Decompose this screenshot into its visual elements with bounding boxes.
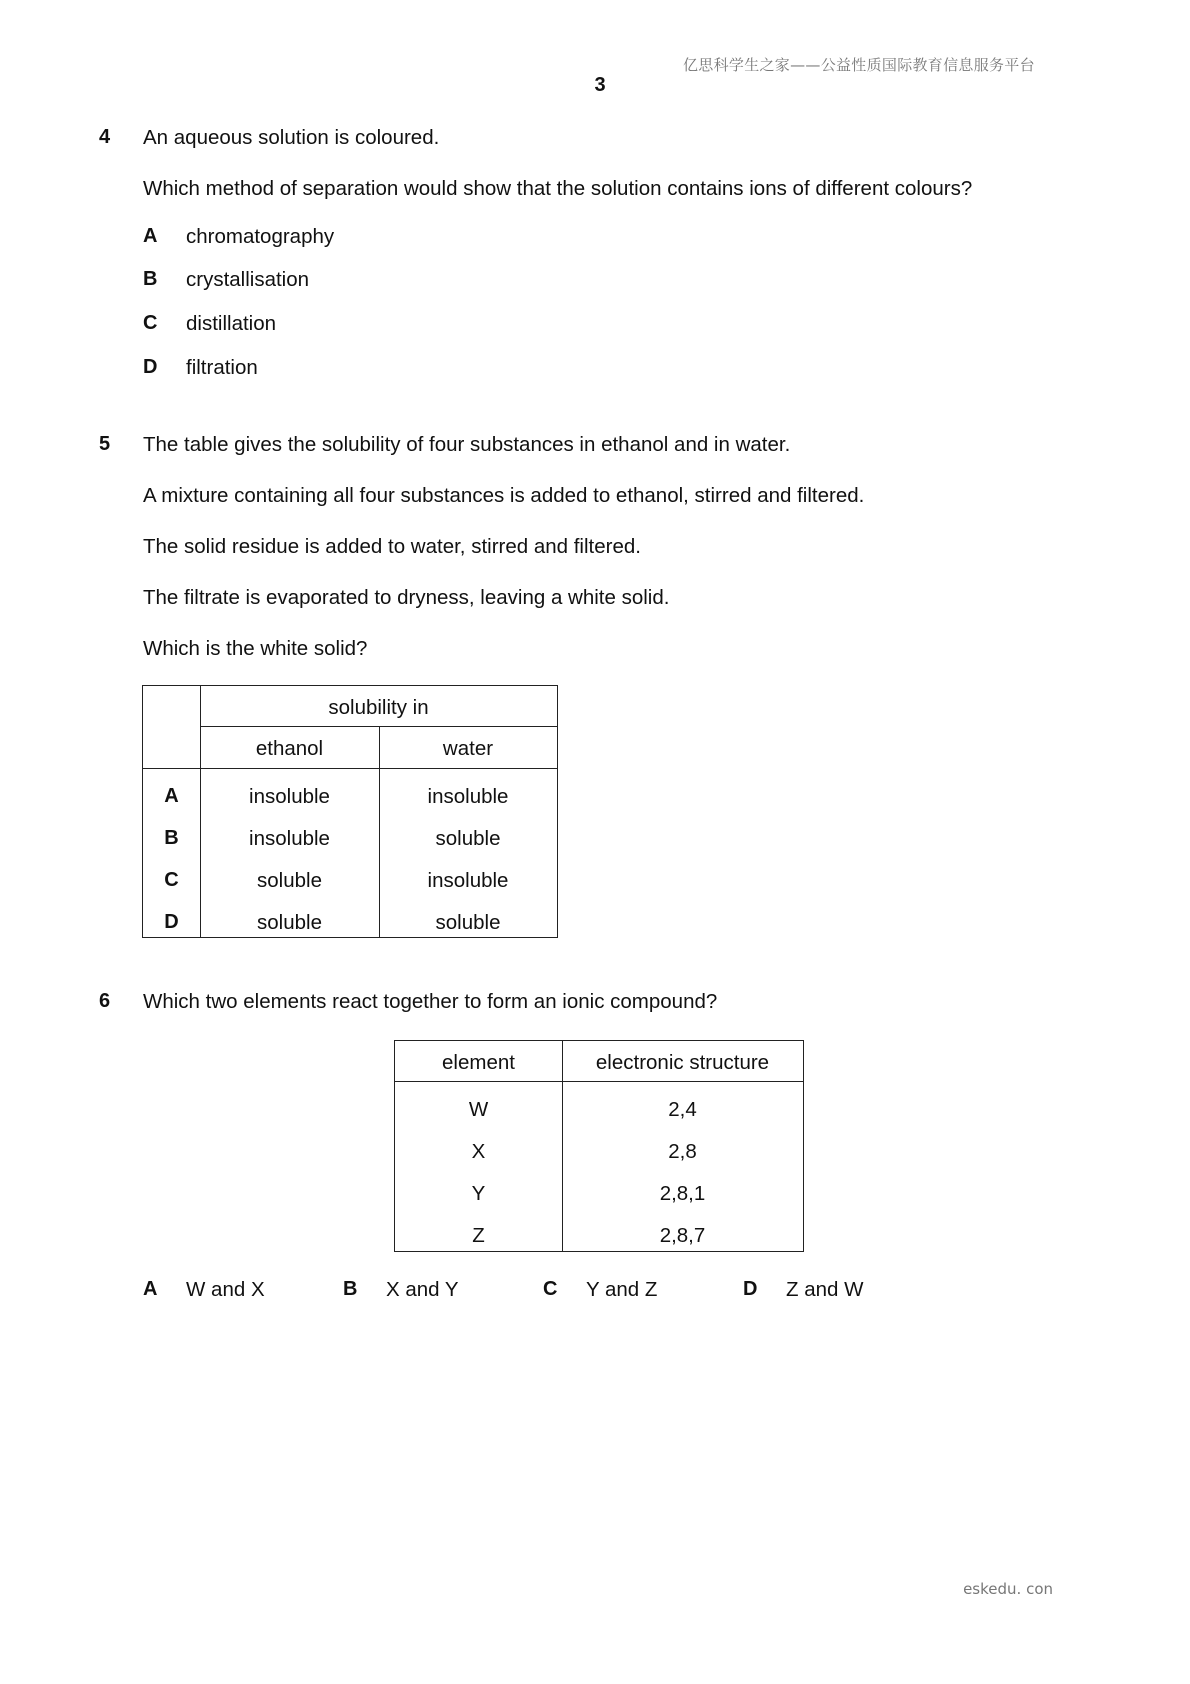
question-5-line-3: The solid residue is added to water, stirred and filtered. [143, 535, 641, 558]
cell-element-x: X [471, 1140, 486, 1163]
row-label-a: A [164, 785, 179, 807]
q4-option-d-letter: D [143, 356, 158, 378]
q4-option-d-text: filtration [186, 356, 258, 379]
cell-b-ethanol: insoluble [249, 827, 330, 850]
question-5-line-2: A mixture containing all four substances is added to ethanol, stirred and filtered. [143, 484, 865, 507]
footer-site: eskedu. con [963, 1580, 1053, 1598]
q4-option-b-letter: B [143, 268, 158, 290]
row-label-d: D [164, 911, 179, 933]
column-header-element: element [442, 1051, 515, 1074]
question-5-line-4: The filtrate is evaporated to dryness, leaving a white solid. [143, 586, 670, 609]
q4-option-c-text: distillation [186, 312, 277, 335]
cell-d-ethanol: soluble [257, 911, 322, 934]
column-header-ethanol: ethanol [255, 737, 324, 760]
q4-option-b-text: crystallisation [186, 268, 310, 291]
q6-option-b-letter: B [343, 1278, 358, 1300]
question-6-stem: Which two elements react together to form an ionic compound? [143, 990, 718, 1013]
table-group-header: solubility in [328, 696, 429, 719]
cell-c-water: insoluble [427, 869, 509, 892]
column-header-water: water [442, 737, 494, 760]
column-header-structure: electronic structure [595, 1051, 770, 1074]
cell-c-ethanol: soluble [257, 869, 322, 892]
q4-option-a-text: chromatography [186, 225, 335, 248]
table-divider [143, 768, 557, 769]
q6-option-d-letter: D [743, 1278, 758, 1300]
cell-element-w: W [468, 1098, 489, 1121]
cell-structure-y: 2,8,1 [659, 1182, 706, 1205]
question-4-prompt: Which method of separation would show that the solution contains ions of different colours? [143, 177, 973, 200]
table-divider [395, 1081, 803, 1082]
cell-element-z: Z [472, 1224, 485, 1247]
question-5-number: 5 [99, 433, 111, 455]
page-number: 3 [594, 74, 606, 96]
table-divider [200, 726, 557, 727]
q4-option-c-letter: C [143, 312, 158, 334]
cell-structure-w: 2,4 [668, 1098, 697, 1121]
electronic-structure-table [394, 1040, 804, 1252]
cell-element-y: Y [471, 1182, 486, 1205]
cell-a-ethanol: insoluble [249, 785, 330, 808]
question-5-line-1: The table gives the solubility of four substances in ethanol and in water. [143, 433, 791, 456]
cell-structure-z: 2,8,7 [659, 1224, 706, 1247]
q4-option-a-letter: A [143, 225, 158, 247]
cell-d-water: soluble [435, 911, 501, 934]
q6-option-c-letter: C [543, 1278, 558, 1300]
q6-option-a-text: W and X [186, 1278, 265, 1301]
q6-option-b-text: X and Y [386, 1278, 459, 1301]
question-4-stem: An aqueous solution is coloured. [143, 126, 440, 149]
table-divider [200, 686, 201, 937]
solubility-table [142, 685, 558, 938]
question-6-number: 6 [99, 990, 111, 1012]
row-label-b: B [164, 827, 179, 849]
q6-option-a-letter: A [143, 1278, 158, 1300]
q6-option-c-text: Y and Z [586, 1278, 658, 1301]
row-label-c: C [164, 869, 179, 891]
q6-option-d-text: Z and W [786, 1278, 864, 1301]
question-4-number: 4 [99, 126, 111, 148]
cell-a-water: insoluble [427, 785, 509, 808]
cell-structure-x: 2,8 [668, 1140, 697, 1163]
watermark-header: 亿思科学生之家——公益性质国际教育信息服务平台 [683, 56, 1035, 74]
cell-b-water: soluble [435, 827, 501, 850]
question-5-line-5: Which is the white solid? [143, 637, 368, 660]
